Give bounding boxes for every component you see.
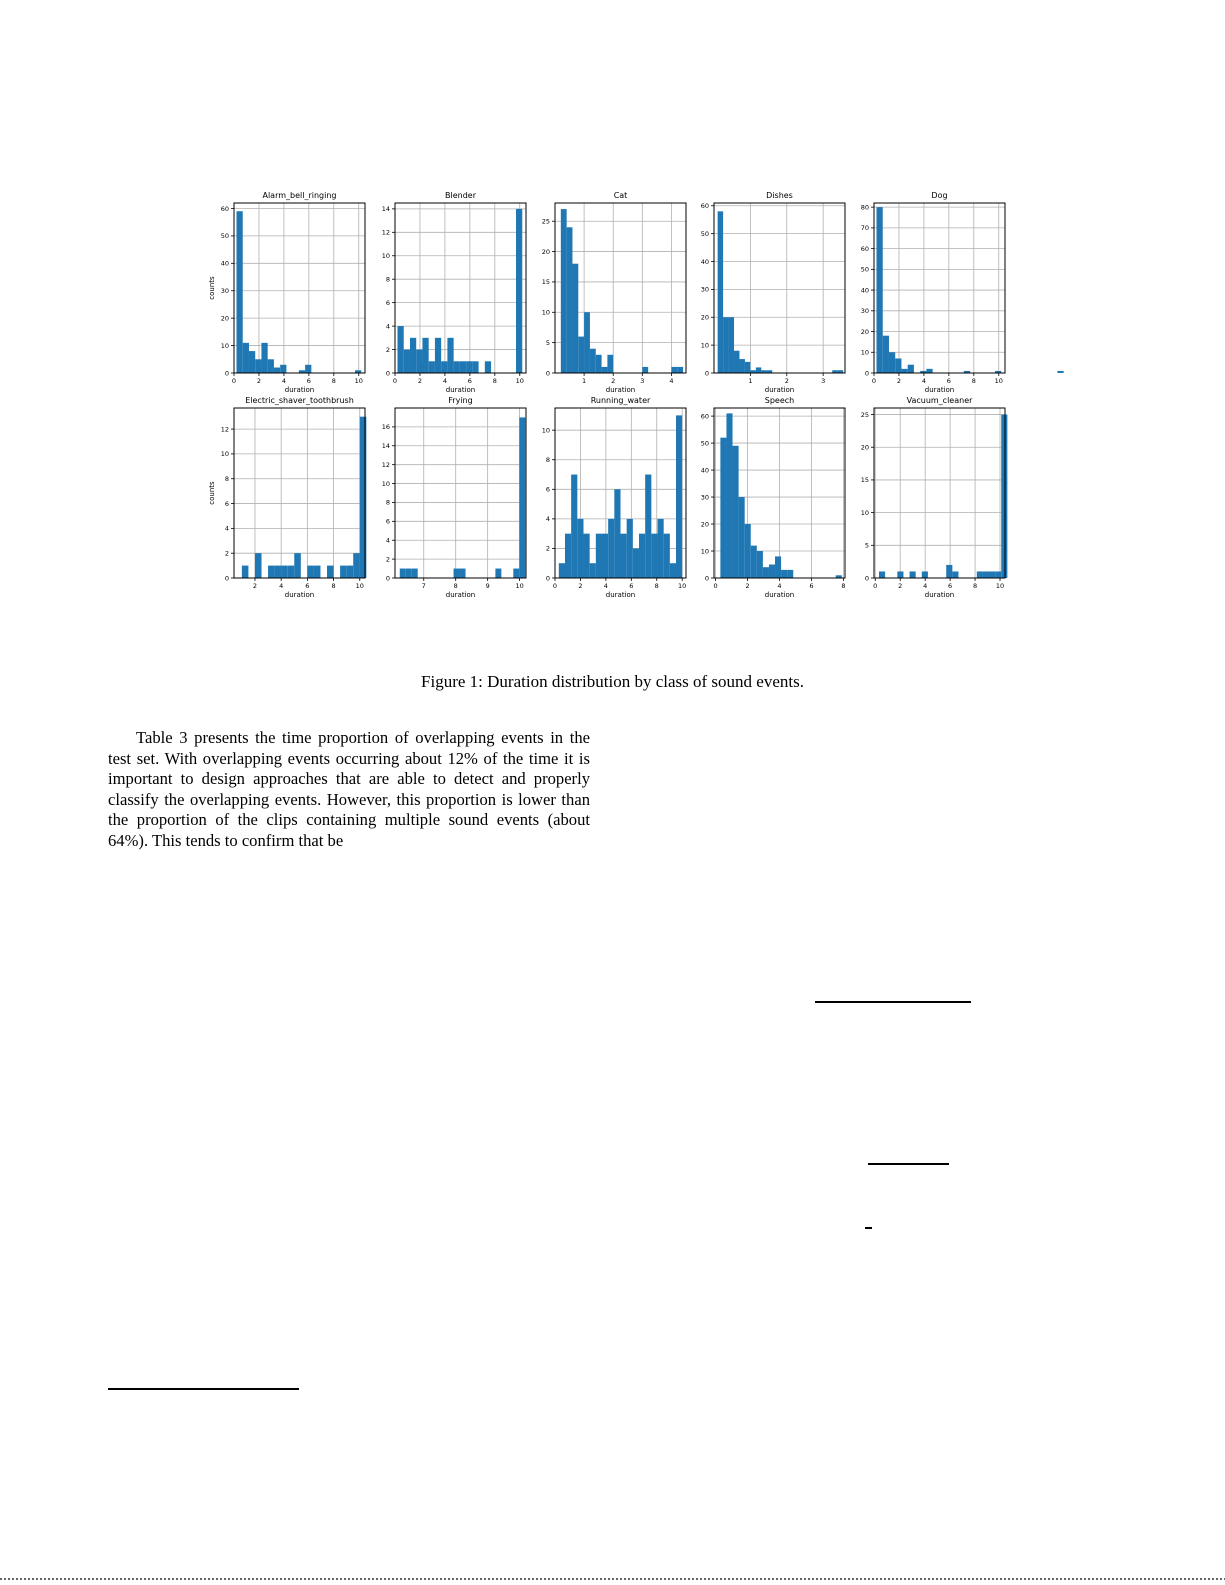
histogram-bar bbox=[596, 355, 602, 373]
y-tick-label: 2 bbox=[385, 345, 390, 354]
y-tick-label: 20 bbox=[220, 314, 229, 323]
histogram-bar bbox=[596, 534, 602, 578]
histogram-bar bbox=[734, 351, 739, 373]
histogram-bar bbox=[769, 565, 775, 578]
y-tick-label: 0 bbox=[545, 369, 550, 378]
histogram-bar bbox=[922, 571, 928, 578]
histogram-bar bbox=[651, 534, 657, 578]
x-tick-label: 7 bbox=[421, 582, 426, 590]
histogram-bar bbox=[718, 211, 723, 373]
x-tick-label: 4 bbox=[923, 582, 928, 590]
histogram-bar bbox=[281, 566, 288, 578]
histogram-bar bbox=[627, 519, 633, 578]
histogram-bar bbox=[565, 534, 571, 578]
histogram-dishes bbox=[701, 191, 845, 394]
histogram-bar bbox=[513, 569, 519, 578]
y-tick-label: 12 bbox=[220, 425, 229, 434]
x-tick-label: 4 bbox=[603, 582, 608, 590]
histogram-cat bbox=[542, 191, 686, 394]
x-tick-label: 6 bbox=[948, 582, 953, 590]
histogram-bar bbox=[677, 367, 683, 373]
histogram-bar bbox=[756, 367, 761, 373]
y-tick-label: 6 bbox=[545, 485, 550, 494]
histogram-bar bbox=[347, 566, 354, 578]
histogram-bar bbox=[255, 553, 262, 578]
y-tick-label: 40 bbox=[700, 466, 709, 475]
y-tick-label: 12 bbox=[381, 460, 390, 469]
x-tick-label: 6 bbox=[305, 582, 310, 590]
histogram-bar bbox=[460, 361, 466, 373]
histogram-bar bbox=[910, 571, 916, 578]
histogram-bar bbox=[472, 361, 478, 373]
histogram-bar bbox=[268, 359, 274, 373]
histogram-bar bbox=[676, 415, 682, 578]
y-tick-label: 10 bbox=[220, 450, 229, 459]
x-tick-label: 8 bbox=[972, 582, 978, 590]
y-tick-label: 14 bbox=[381, 442, 390, 451]
x-tick-label: 10 bbox=[355, 582, 364, 590]
x-tick-label: 2 bbox=[578, 582, 583, 590]
y-tick-label: 4 bbox=[545, 515, 550, 524]
x-tick-label: 2 bbox=[252, 582, 258, 590]
y-tick-label: 15 bbox=[541, 278, 550, 287]
histogram-bar bbox=[745, 524, 751, 578]
y-tick-label: 5 bbox=[545, 338, 550, 347]
histogram-bar bbox=[516, 209, 522, 373]
histogram-bar bbox=[410, 338, 416, 373]
y-tick-label: 10 bbox=[541, 426, 550, 435]
x-tick-label: 10 bbox=[515, 582, 524, 590]
x-tick-label: 2 bbox=[784, 377, 789, 385]
x-tick-label: 10 bbox=[994, 377, 1003, 385]
x-tick-label: 2 bbox=[417, 377, 423, 385]
histogram-bar bbox=[460, 569, 466, 578]
y-tick-label: 16 bbox=[381, 423, 390, 432]
histogram-electric-shaver-toothbrush bbox=[208, 396, 366, 599]
histogram-bar bbox=[658, 519, 664, 578]
x-tick-label: 2 bbox=[611, 377, 616, 385]
histogram-blender bbox=[382, 191, 526, 394]
y-tick-label: 10 bbox=[860, 348, 869, 357]
histogram-running-water bbox=[542, 396, 687, 599]
x-tick-label: 8 bbox=[331, 582, 336, 590]
histogram-bar bbox=[901, 369, 907, 373]
x-tick-label: 3 bbox=[821, 377, 826, 385]
x-tick-label: 1 bbox=[582, 377, 587, 385]
x-tick-label: 8 bbox=[841, 582, 846, 590]
chart-title: Alarm_bell_ringing bbox=[262, 191, 337, 200]
x-axis-label: duration bbox=[445, 591, 476, 599]
x-tick-label: 2 bbox=[896, 377, 902, 385]
histogram-bar bbox=[876, 207, 882, 373]
y-axis-label: counts bbox=[208, 276, 216, 300]
y-axis-label: counts bbox=[208, 481, 216, 505]
right-column-rule-1 bbox=[815, 1001, 971, 1003]
histogram-bar bbox=[412, 569, 418, 578]
y-tick-label: 6 bbox=[385, 517, 390, 526]
histogram-bar bbox=[435, 338, 441, 373]
histogram-bar bbox=[519, 417, 525, 578]
histogram-bar bbox=[327, 566, 334, 578]
x-tick-label: 10 bbox=[515, 377, 524, 385]
histogram-bar bbox=[577, 519, 583, 578]
histogram-bar bbox=[397, 326, 403, 373]
chart-title: Dishes bbox=[766, 191, 793, 200]
histogram-speech bbox=[701, 396, 846, 599]
histogram-bar bbox=[908, 365, 914, 373]
y-tick-label: 40 bbox=[860, 286, 869, 295]
histogram-bar bbox=[723, 317, 728, 373]
y-tick-label: 30 bbox=[700, 285, 709, 294]
histogram-bar bbox=[889, 352, 895, 373]
x-tick-label: 2 bbox=[256, 377, 262, 385]
x-axis-label: duration bbox=[924, 591, 955, 599]
y-tick-label: 4 bbox=[385, 536, 390, 545]
y-tick-label: 2 bbox=[224, 549, 229, 558]
y-tick-label: 20 bbox=[700, 313, 709, 322]
y-tick-label: 0 bbox=[385, 574, 390, 583]
axes-frame bbox=[874, 408, 1005, 578]
histogram-bar bbox=[572, 264, 578, 373]
histogram-bar bbox=[590, 349, 596, 373]
histogram-bar bbox=[745, 362, 750, 373]
histogram-bar bbox=[608, 519, 614, 578]
histogram-bar bbox=[305, 365, 311, 373]
x-tick-label: 10 bbox=[678, 582, 687, 590]
y-tick-label: 8 bbox=[385, 498, 390, 507]
histogram-bar bbox=[441, 361, 447, 373]
footnote-rule bbox=[108, 1388, 299, 1390]
axes-frame bbox=[234, 203, 365, 373]
histogram-bar bbox=[642, 367, 648, 373]
y-tick-label: 12 bbox=[381, 228, 390, 237]
histogram-bar bbox=[280, 365, 286, 373]
histogram-bar bbox=[261, 343, 267, 373]
y-tick-label: 8 bbox=[385, 275, 390, 284]
y-tick-label: 0 bbox=[224, 574, 229, 583]
histogram-bar bbox=[602, 534, 608, 578]
x-tick-label: 0 bbox=[552, 582, 558, 590]
histogram-bar bbox=[275, 566, 282, 578]
histogram-bar bbox=[775, 556, 781, 578]
histogram-bar bbox=[340, 566, 347, 578]
histogram-bar bbox=[639, 534, 645, 578]
histogram-bar bbox=[400, 569, 406, 578]
x-axis-label: duration bbox=[764, 386, 795, 394]
x-tick-label: 0 bbox=[713, 582, 718, 590]
y-tick-label: 0 bbox=[704, 574, 709, 583]
x-tick-label: 10 bbox=[995, 582, 1005, 590]
histogram-bar bbox=[288, 566, 295, 578]
histogram-bar bbox=[353, 553, 360, 578]
y-tick-label: 14 bbox=[381, 205, 390, 214]
y-tick-label: 25 bbox=[860, 410, 869, 419]
histogram-bar bbox=[614, 489, 620, 578]
x-tick-label: 6 bbox=[306, 377, 311, 385]
axes-frame bbox=[234, 408, 365, 578]
x-tick-label: 0 bbox=[873, 582, 878, 590]
y-tick-label: 0 bbox=[864, 574, 869, 583]
histogram-bar bbox=[447, 338, 453, 373]
histogram-bar bbox=[751, 546, 757, 578]
y-tick-label: 70 bbox=[860, 224, 869, 233]
x-tick-label: 6 bbox=[809, 582, 814, 590]
x-tick-label: 4 bbox=[442, 377, 447, 385]
histogram-bar bbox=[763, 567, 769, 578]
y-tick-label: 50 bbox=[220, 232, 229, 241]
histogram-bar bbox=[294, 553, 301, 578]
histogram-bar bbox=[249, 351, 255, 373]
y-tick-label: 60 bbox=[700, 202, 709, 211]
y-tick-label: 6 bbox=[385, 298, 390, 307]
y-tick-label: 50 bbox=[860, 265, 869, 274]
histogram-bar bbox=[602, 367, 608, 373]
x-axis-label: duration bbox=[605, 591, 636, 599]
histogram-bar bbox=[895, 358, 901, 373]
y-tick-label: 0 bbox=[545, 574, 550, 583]
histogram-bar bbox=[578, 337, 584, 373]
chart-title: Dog bbox=[931, 191, 948, 200]
x-tick-label: 8 bbox=[654, 582, 659, 590]
histogram-bar bbox=[268, 566, 275, 578]
histogram-bar bbox=[242, 566, 249, 578]
y-tick-label: 2 bbox=[545, 544, 550, 553]
x-tick-label: 4 bbox=[281, 377, 286, 385]
x-tick-label: 6 bbox=[946, 377, 951, 385]
histogram-bar bbox=[879, 571, 885, 578]
bottom-dotted-border bbox=[0, 1578, 1225, 1580]
histogram-bar bbox=[670, 563, 676, 578]
y-tick-label: 8 bbox=[224, 475, 229, 484]
x-tick-label: 10 bbox=[354, 377, 363, 385]
y-tick-label: 20 bbox=[541, 247, 550, 256]
histogram-dog bbox=[861, 191, 1064, 394]
y-tick-label: 30 bbox=[860, 307, 869, 316]
histogram-bar bbox=[561, 209, 567, 373]
x-tick-label: 8 bbox=[331, 377, 336, 385]
histogram-bar bbox=[307, 566, 314, 578]
histogram-bar bbox=[726, 413, 732, 578]
y-tick-label: 10 bbox=[860, 508, 869, 517]
chart-title: Frying bbox=[448, 396, 473, 405]
y-tick-label: 6 bbox=[224, 499, 229, 508]
x-tick-label: 0 bbox=[392, 377, 398, 385]
x-axis-label: duration bbox=[284, 591, 315, 599]
y-tick-label: 20 bbox=[860, 443, 869, 452]
x-tick-label: 4 bbox=[669, 377, 674, 385]
axes-frame bbox=[874, 203, 1005, 373]
histogram-bar bbox=[1057, 371, 1063, 373]
x-tick-label: 0 bbox=[231, 377, 237, 385]
y-tick-label: 2 bbox=[385, 555, 390, 564]
histogram-bar bbox=[781, 570, 787, 578]
histogram-bar bbox=[787, 570, 793, 578]
histogram-bar bbox=[983, 571, 989, 578]
y-tick-label: 8 bbox=[545, 456, 550, 465]
histogram-alarm-bell-ringing bbox=[208, 191, 424, 394]
y-tick-label: 40 bbox=[220, 259, 229, 268]
x-axis-label: duration bbox=[924, 386, 955, 394]
figure-caption: Figure 1: Duration distribution by class of sound events. bbox=[421, 672, 804, 691]
y-tick-label: 10 bbox=[381, 252, 390, 261]
histogram-bar bbox=[739, 497, 745, 578]
histogram-bar bbox=[977, 571, 983, 578]
histogram-bar bbox=[671, 367, 677, 373]
x-tick-label: 9 bbox=[485, 582, 490, 590]
histogram-bar bbox=[946, 565, 952, 578]
chart-title: Electric_shaver_toothbrush bbox=[245, 396, 354, 405]
histogram-bar bbox=[621, 534, 627, 578]
histogram-bar bbox=[995, 571, 1001, 578]
histogram-bar bbox=[926, 369, 932, 373]
y-tick-label: 0 bbox=[864, 369, 869, 378]
x-tick-label: 2 bbox=[745, 582, 750, 590]
x-axis-label: duration bbox=[605, 386, 636, 394]
histogram-bar bbox=[733, 446, 739, 578]
histogram-bar bbox=[633, 548, 639, 578]
y-tick-label: 60 bbox=[860, 244, 869, 253]
histogram-bar bbox=[645, 475, 651, 578]
right-column-dash bbox=[865, 1227, 872, 1229]
histogram-vacuum-cleaner bbox=[861, 396, 1008, 599]
histogram-bar bbox=[406, 569, 412, 578]
histogram-bar bbox=[454, 361, 460, 373]
x-tick-label: 4 bbox=[279, 582, 284, 590]
y-tick-label: 10 bbox=[700, 341, 709, 350]
histogram-bar bbox=[584, 312, 590, 373]
y-tick-label: 25 bbox=[541, 217, 550, 226]
histogram-bar bbox=[757, 551, 763, 578]
histogram-bar bbox=[739, 359, 744, 373]
histogram-bar bbox=[404, 350, 410, 373]
chart-title: Blender bbox=[445, 191, 476, 200]
y-tick-label: 4 bbox=[385, 322, 390, 331]
histogram-bar bbox=[567, 227, 573, 373]
y-tick-label: 60 bbox=[220, 204, 229, 213]
y-tick-label: 0 bbox=[385, 369, 390, 378]
x-tick-label: 3 bbox=[640, 377, 645, 385]
y-tick-label: 30 bbox=[220, 287, 229, 296]
histogram-bar bbox=[989, 571, 995, 578]
histogram-bar bbox=[897, 571, 903, 578]
histogram-bar bbox=[236, 211, 242, 373]
histogram-bar bbox=[590, 563, 596, 578]
x-tick-label: 6 bbox=[629, 582, 634, 590]
x-axis-label: duration bbox=[445, 386, 476, 394]
y-tick-label: 15 bbox=[860, 476, 869, 485]
duration-histogram-figure bbox=[0, 0, 1225, 620]
y-tick-label: 4 bbox=[224, 524, 229, 533]
histogram-bar bbox=[314, 566, 321, 578]
y-tick-label: 60 bbox=[700, 412, 709, 421]
x-tick-label: 8 bbox=[453, 582, 458, 590]
y-tick-label: 10 bbox=[700, 547, 709, 556]
histogram-bar bbox=[429, 361, 435, 373]
x-tick-label: 4 bbox=[777, 582, 782, 590]
x-tick-label: 4 bbox=[921, 377, 926, 385]
histogram-bar bbox=[952, 571, 958, 578]
histogram-bar bbox=[422, 338, 428, 373]
histogram-bar bbox=[664, 534, 670, 578]
histogram-bar bbox=[416, 350, 422, 373]
histogram-bar bbox=[559, 563, 565, 578]
y-tick-label: 20 bbox=[700, 520, 709, 529]
histogram-bar bbox=[720, 438, 726, 578]
y-tick-label: 80 bbox=[860, 203, 869, 212]
y-tick-label: 10 bbox=[220, 341, 229, 350]
histogram-bar bbox=[255, 359, 261, 373]
x-tick-label: 1 bbox=[748, 377, 753, 385]
histogram-bar bbox=[607, 355, 613, 373]
y-tick-label: 30 bbox=[700, 493, 709, 502]
histogram-bar bbox=[243, 343, 249, 373]
y-tick-label: 40 bbox=[700, 257, 709, 266]
y-tick-label: 50 bbox=[700, 229, 709, 238]
histogram-bar bbox=[883, 336, 889, 373]
y-tick-label: 10 bbox=[541, 308, 550, 317]
x-tick-label: 2 bbox=[898, 582, 903, 590]
y-tick-label: 20 bbox=[860, 327, 869, 336]
histogram-bar bbox=[571, 475, 577, 578]
y-tick-label: 50 bbox=[700, 439, 709, 448]
histogram-bar bbox=[583, 534, 589, 578]
histogram-bar bbox=[274, 368, 280, 373]
body-paragraph: Table 3 presents the time proportion of overlapping events in the test set. With overlapping events occurring about 12% of the time it is important to design approaches that are able to detect and properly classify the overlapping events. However, this proportion is lower than the proportion of the clips containing multiple sound events (about 64%). This tends to confirm that be bbox=[108, 728, 590, 850]
y-tick-label: 0 bbox=[224, 369, 229, 378]
chart-title: Vacuum_cleaner bbox=[906, 396, 973, 405]
right-column-rule-2 bbox=[868, 1163, 949, 1165]
histogram-bar bbox=[729, 317, 734, 373]
histogram-bar bbox=[495, 569, 501, 578]
axes-frame bbox=[395, 408, 526, 578]
x-tick-label: 8 bbox=[492, 377, 497, 385]
x-tick-label: 0 bbox=[871, 377, 877, 385]
y-tick-label: 5 bbox=[864, 541, 869, 550]
histogram-frying bbox=[382, 396, 526, 599]
x-axis-label: duration bbox=[764, 591, 795, 599]
histogram-bar bbox=[454, 569, 460, 578]
x-tick-label: 6 bbox=[467, 377, 472, 385]
x-tick-label: 8 bbox=[971, 377, 976, 385]
chart-title: Running_water bbox=[590, 396, 651, 405]
chart-title: Cat bbox=[613, 191, 628, 200]
y-tick-label: 10 bbox=[381, 479, 390, 488]
histogram-bar bbox=[485, 361, 491, 373]
histogram-bar bbox=[1001, 415, 1007, 578]
chart-title: Speech bbox=[764, 396, 795, 405]
y-tick-label: 0 bbox=[704, 369, 709, 378]
x-axis-label: duration bbox=[284, 386, 315, 394]
histogram-bar bbox=[466, 361, 472, 373]
